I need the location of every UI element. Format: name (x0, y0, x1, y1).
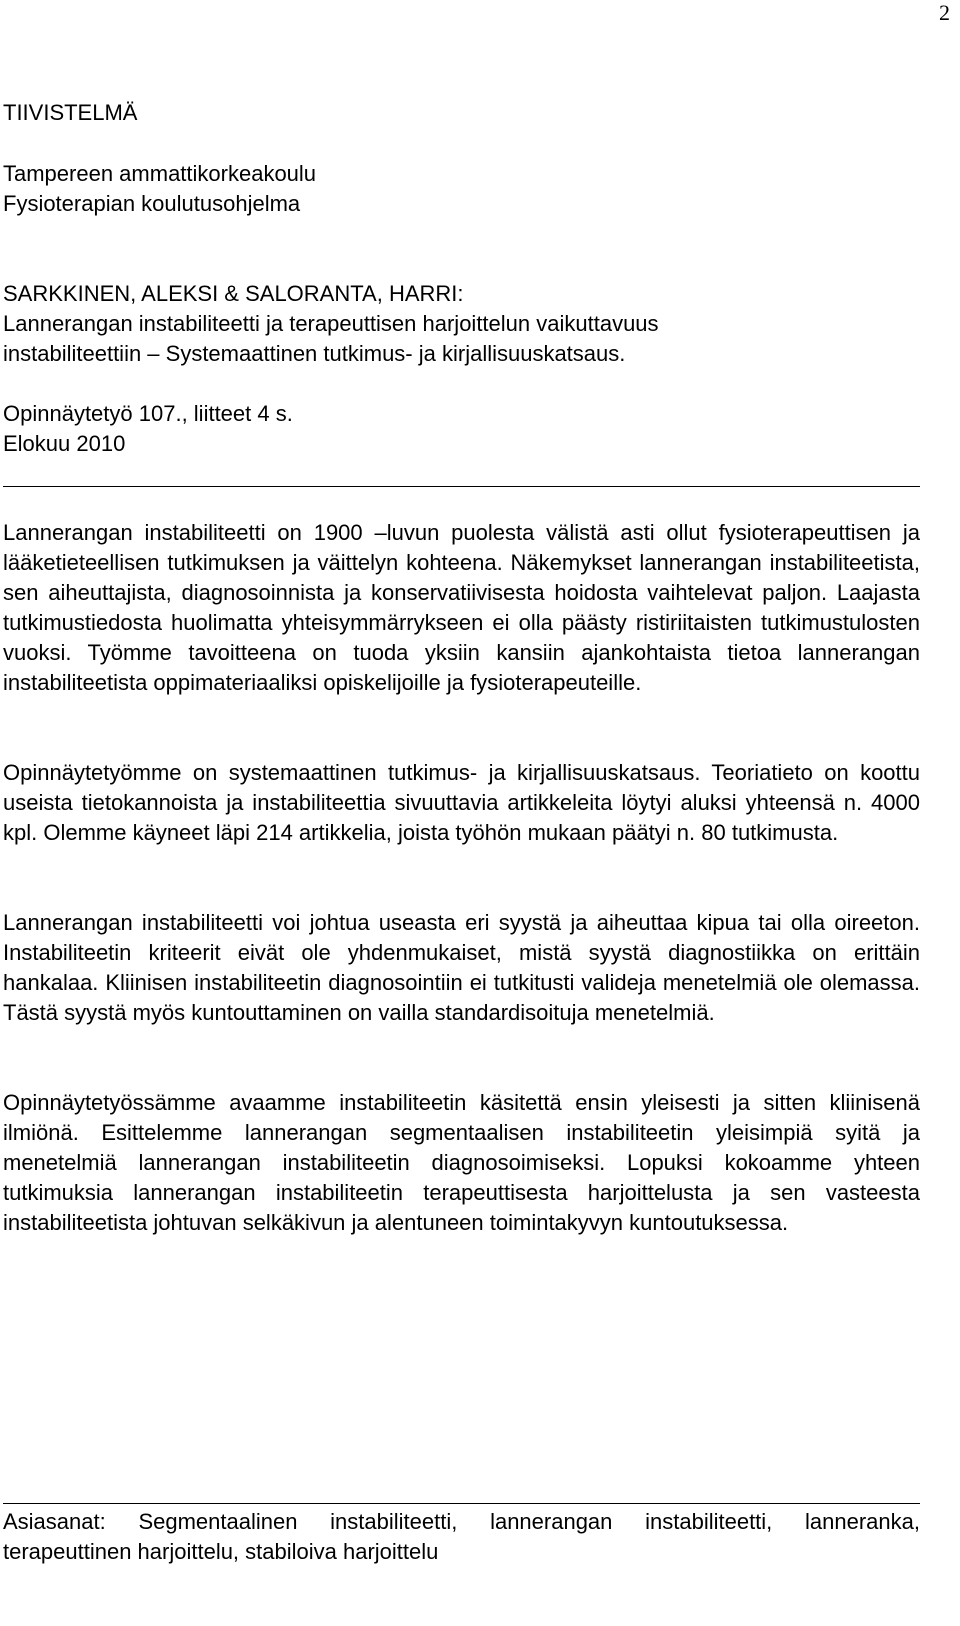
thesis-meta (3, 399, 920, 459)
abstract-paragraph-4: Opinnäytetyössämme avaamme instabiliteetin käsitettä ensin yleisesti ja sitten kliinisenä ilmiönä. Esittelemme lannerangan segmentaalisen instabiliteetin yleisimpiä syitä ja menetelmiä lannerangan instabiliteetin diagnosoimiseksi. Lopuksi kokoamme yhteen tutkimuksia lannerangan instabiliteetin terapeuttisesta harjoittelusta ja sen vasteesta instabiliteetista johtuvan selkäkivun ja alentuneen toimintakyvyn kuntoutuksessa. (3, 1090, 920, 1235)
page-count: Opinnäytetyö 107., liitteet 4 s. (3, 401, 293, 426)
abstract-heading: TIIVISTELMÄ (3, 100, 138, 125)
abstract-paragraph-2: Opinnäytetyömme on systemaattinen tutkimus- ja kirjallisuuskatsaus. Teoriatieto on koottu useista tietokannoista ja instabiliteettia sivuuttavia artikkeleita löytyi aluksi yhteensä n. 4000 kpl. Olemme käyneet läpi 214 artikkelia, joista työhön mukaan päätyi n. 80 tutkimusta. (3, 760, 920, 845)
thesis-title-line-2: instabiliteettiin – Systemaattinen tutkimus- ja kirjallisuuskatsaus. (3, 341, 626, 366)
author-names: SARKKINEN, ALEKSI & SALORANTA, HARRI: (3, 281, 464, 306)
keywords: Asiasanat: Segmentaalinen instabiliteetti, lannerangan instabiliteetti, lanneranka, terapeuttinen harjoittelu, stabiloiva harjoittelu (3, 1509, 920, 1564)
page-number: 2 (939, 0, 950, 25)
program-name: Fysioterapian koulutusohjelma (3, 191, 301, 216)
thesis-title-line-1: Lannerangan instabiliteetti ja terapeuttisen harjoittelun vaikuttavuus (3, 311, 659, 336)
top-divider (3, 486, 920, 487)
publication-date: Elokuu 2010 (3, 431, 126, 456)
school-name: Tampereen ammattikorkeakoulu (3, 161, 317, 186)
authors-block (3, 279, 920, 369)
abstract-paragraph-3: Lannerangan instabiliteetti voi johtua useasta eri syystä ja aiheuttaa kipua tai olla oireeton. Instabiliteetin kriteerit eivät ole yhdenmukaiset, mistä syystä diagnostiikka on erittäin hankalaa. Kliinisen instabiliteetin diagnosointiin ei tutkitusti valideja menetelmiä ole olemassa. Tästä syystä myös kuntouttaminen on vailla standardisoituja menetelmiä. (3, 910, 920, 1025)
organization-block (3, 159, 920, 219)
bottom-divider (3, 1503, 920, 1504)
abstract-paragraph-1: Lannerangan instabiliteetti on 1900 –luvun puolesta välistä asti ollut fysioterapeuttisen ja lääketieteellisen tutkimuksen ja väittelyn kohteena. Näkemykset lannerangan instabiliteetista, sen aiheuttajista, diagnosoinnista ja konservatiivisesta hoidosta vaihtelevat paljon. Laajasta tutkimustiedosta huolimatta yhteisymmärrykseen ei olla päästy ristiriitaisten tutkimustulosten vuoksi. Työmme tavoitteena on tuoda yksiin kansiin ajankohtaista tietoa lannerangan instabiliteetista oppimateriaaliksi opiskelijoille ja fysioterapeuteille. (3, 520, 920, 695)
